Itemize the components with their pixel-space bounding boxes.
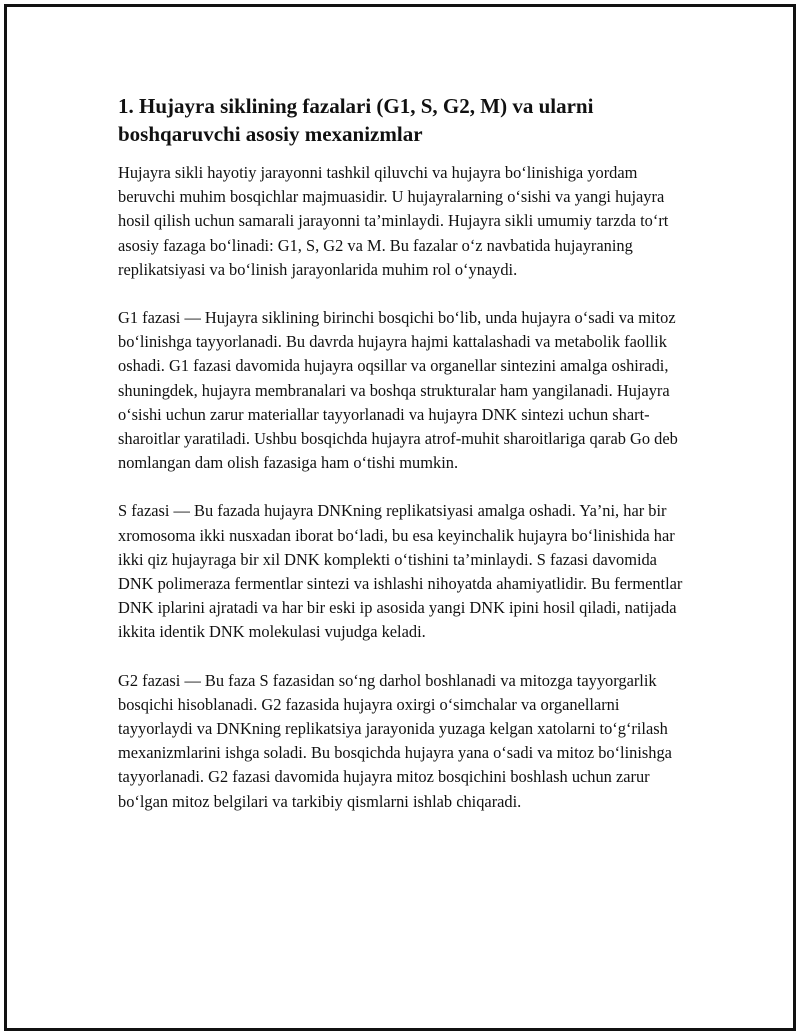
paragraph-g1-phase: G1 fazasi — Hujayra siklining birinchi bosqichi boʻlib, unda hujayra oʻsadi va mitoz boʻlinishga tayyorlanadi. Bu davrda hujayra hajmi kattalashadi va metabolik faollik oshadi. G1 fazasi davomida hujayra oqsillar va organellar sintezini amalga oshiradi, shuningdek, hujayra membranalari va boshqa strukturalar ham yangilanadi. Hujayra oʻsishi uchun zarur materiallar tayyorlanadi va hujayra DNK sintezi uchun shart-sharoitlar yaratiladi. Ushbu bosqichda hujayra atrof-muhit sharoitlariga qarab Go deb nomlangan dam olish fazasiga ham oʻtishi mumkin. bbox=[118, 308, 678, 473]
section-heading: 1. Hujayra siklining fazalari (G1, S, G2, M) va ularni boshqaruvchi asosiy mexanizmlar bbox=[118, 94, 594, 146]
paragraph-s-phase: S fazasi — Bu fazada hujayra DNKning replikatsiyasi amalga oshadi. Ya’ni, har bir xromosoma ikki nusxadan iborat boʻladi, bu esa keyinchalik hujayra boʻlinishida har ikki qiz hujayraga bir xil DNK komplekti oʻtishini ta’minlaydi. S fazasi davomida DNK polimeraza fermentlar sintezi va ishlashi nihoyatda ahamiyatlidir. Bu fermentlar DNK iplarini ajratadi va har bir eski ip asosida yangi DNK ipini hosil qiladi, natijada ikkita identik DNK molekulasi vujudga keladi. bbox=[118, 501, 683, 642]
paragraph-g2-phase: G2 fazasi — Bu faza S fazasidan soʻng darhol boshlanadi va mitozga tayyorgarlik bosqichi hisoblanadi. G2 fazasida hujayra oxirgi oʻsimchalar va organellarni tayyorlaydi va DNKning replikatsiya jarayonida yuzaga kelgan xatolarni toʻgʻrilash mexanizmlarini ishga soladi. Bu bosqichda hujayra yana oʻsadi va mitoz boʻlinishga tayyorlanadi. G2 fazasi davomida hujayra mitoz bosqichini boshlash uchun zarur boʻlgan mitoz belgilari va tarkibiy qismlarni ishlab chiqaradi. bbox=[118, 670, 672, 811]
document-body bbox=[118, 92, 688, 838]
paragraph-intro: Hujayra sikli hayotiy jarayonni tashkil qiluvchi va hujayra boʻlinishiga yordam beruvchi muhim bosqichlar majmuasidir. U hujayralarning oʻsishi va yangi hujayra hosil qilish uchun samarali jarayonni ta’minlaydi. Hujayra sikli umumiy tarzda toʻrt asosiy fazaga boʻlinadi: G1, S, G2 va M. Bu fazalar oʻz navbatida hujayraning replikatsiyasi va boʻlinish jarayonlarida muhim rol oʻynaydi. bbox=[118, 163, 669, 279]
